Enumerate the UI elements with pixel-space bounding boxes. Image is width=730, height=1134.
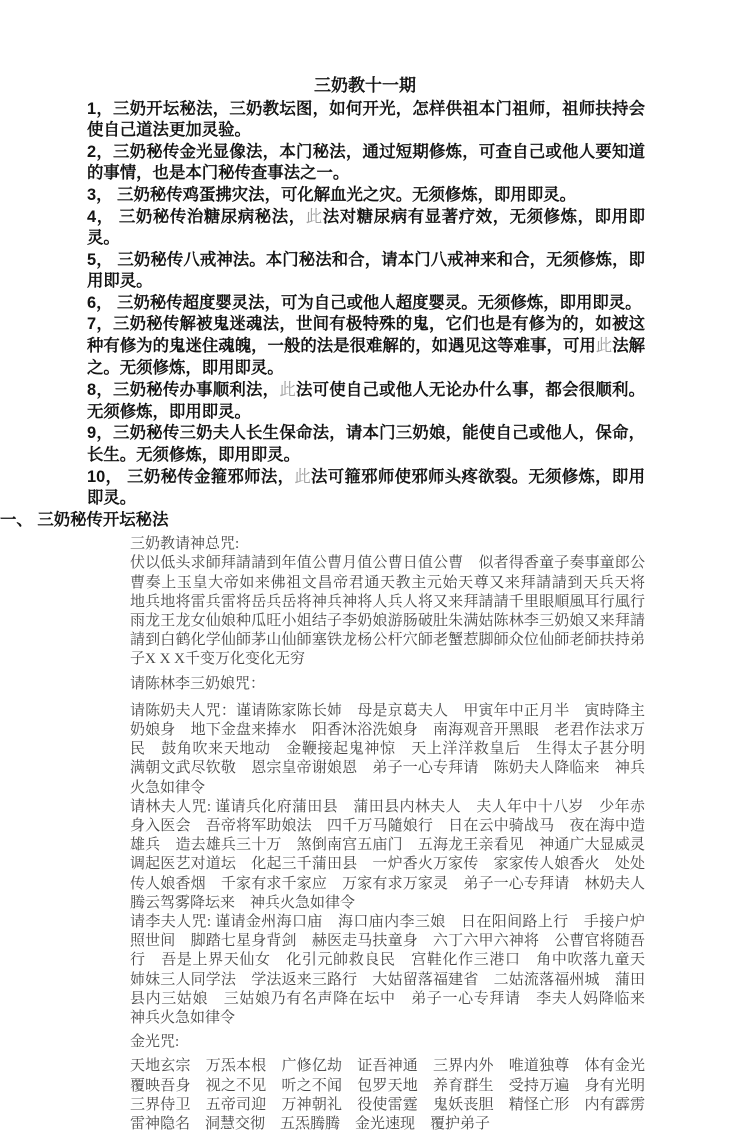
list-item: 6， 三奶秘传超度婴灵法，可为自己或他人超度婴灵。无须修炼，即用即灵。	[87, 293, 642, 312]
faded-char: 此	[595, 336, 613, 356]
charm-text-lin: 请林夫人咒: 谨请兵化府蒲田县 蒲田县内林夫人 夫人年中十八岁 少年赤身入医会 吾帝将军助娘法 四千万马隨娘行 日在云中骑战马 夜在海中造雄兵 造去雄兵三十万 煞倒南宫五庙门 五海龙王亲看见 神通广大显威灵 调起医艺对道坛 化起三千蒲田县 一炉香火万家传 家家传人娘香火 处处传人娘香烟 千家有求千家应 万家有求万家灵 弟子一心专拜请 林奶夫人腾云驾雾降坛来 神兵火急如律令	[130, 798, 661, 911]
list-item: 5， 三奶秘传八戒神法。本门秘法和合，请本门八戒神来和合，无须修炼，即用即灵。	[87, 250, 645, 291]
list-item: 8，三奶秘传办事顺利法，此法可使自己或他人无论办什么事，都会很顺利。无须修炼，即用即灵。	[87, 380, 646, 421]
section-heading-kaitan: 一、 三奶秘传开坛秘法	[0, 510, 169, 529]
charm-label-jinguang: 金光咒:	[130, 1034, 180, 1051]
faded-char: 此	[279, 380, 296, 400]
incantation-body	[130, 535, 661, 1134]
list-item: 1，三奶开坛秘法，三奶教坛图，如何开光，怎样供祖本门祖师，祖师扶持会使自己道法更加灵验。	[87, 100, 645, 140]
list-item: 3， 三奶秘传鸡蛋拂灾法，可化解血光之灾。无须修炼，即用即灵。	[87, 185, 576, 204]
charm-label-sannai: 请陈林李三奶娘咒：	[130, 675, 266, 692]
charm-text-general: 伏以低头求師拜請請到年值公曹月值公曹日值公曹 似者得香童子奏事童郎公曹奏上玉皇大帝如来佛祖文昌帝君通天教主元始天尊又来拜請請到天兵天将 地兵地将雷兵雷将岳兵岳将神兵神将人兵人将又来拜請請千里眼順風耳行風行雨龙王龙女仙娘种瓜旺小姐结子李奶娘游肠破肚朱满姑陈林李三奶娘又来拜請請到白鹤化学仙師茅山仙師塞铁龙杨公杆穴師老蟹惹脚師众位仙師老師扶持弟子X X X千变万化变化无穷	[130, 555, 661, 668]
charm-text-li: 请李夫人咒: 谨请金州海口庙 海口庙内李三娘 日在阳间路上行 手接户炉照世间 脚踏七星身背剑 赫医走马扶童身 六丁六甲六神将 公曹官将随吾行 吾是上界天仙女 化引元帥救良民 宫鞋化作三港口 角中吹落九童天 姉妹三人同学法 学法返来三路行 大姑留落福建省 二姑流落福州城 蒲田县内三姑娘 三姑娘乃有名声降在坛中 弟子一心专拜请 李夫人妈降临来 神兵火急如律令	[130, 913, 661, 1026]
list-item: 9，三奶秘传三奶夫人长生保命法，请本门三奶娘，能使自己或他人，保命，长生。无须修炼，即用即灵。	[87, 424, 645, 464]
charm-text-jinguang: 天地玄宗 万炁本根 广修亿劫 证吾神通 三界内外 唯道独尊 体有金光 覆映吾身 视之不见 听之不闻 包罗天地 养育群生 受持万遍 身有光明 三界侍卫 五帝司迎 万神朝礼 役使雷霆 鬼妖丧胆 精怪亡形 内有霹雳 雷神隐名 洞慧交彻 五炁腾腾 金光速现 覆护弟子	[130, 1058, 661, 1133]
charm-label-general: 三奶教请神总咒:	[130, 536, 240, 553]
numbered-secret-methods-list	[87, 99, 645, 510]
list-item: 4， 三奶秘传治糖尿病秘法，此法对糖尿病有显著疗效，无须修炼，即用即灵。	[87, 207, 646, 248]
charm-text-chen: 请陈奶夫人咒：谨请陈家陈长姉 母是京葛夫人 甲寅年中正月半 寅時降主奶娘身 地下金盘来捧水 阳香沐浴洗娘身 南海观音开黑眼 老君作法求万民 鼓角吹来天地动 金鞭接起鬼神惊 天上洋洋救皇后 生得太子甚分明 满朝文武尽钦敬 恩宗皇帝谢娘恩 弟子一心专拜请 陈奶夫人降临来 神兵火急如律令	[130, 702, 661, 796]
faded-char: 此	[294, 466, 312, 486]
faded-char: 此	[305, 207, 323, 227]
page-title: 三奶教十一期	[314, 76, 416, 95]
list-item: 7，三奶秘传解被鬼迷魂法，世间有极特殊的鬼，它们也是有修为的，如被这种有修为的鬼迷住魂魄，一般的法是很难解的，如遇见这等难事，可用此法解之。无须修炼，即用即灵。	[87, 315, 646, 377]
list-item: 2，三奶秘传金光显像法，本门秘法，通过短期修炼，可查自己或他人要知道的事情，也是本门秘传查事法之一。	[87, 142, 645, 183]
list-item: 10， 三奶秘传金箍邪师法，此法可箍邪师使邪师头疼欲裂。无须修炼，即用即灵。	[87, 466, 646, 508]
